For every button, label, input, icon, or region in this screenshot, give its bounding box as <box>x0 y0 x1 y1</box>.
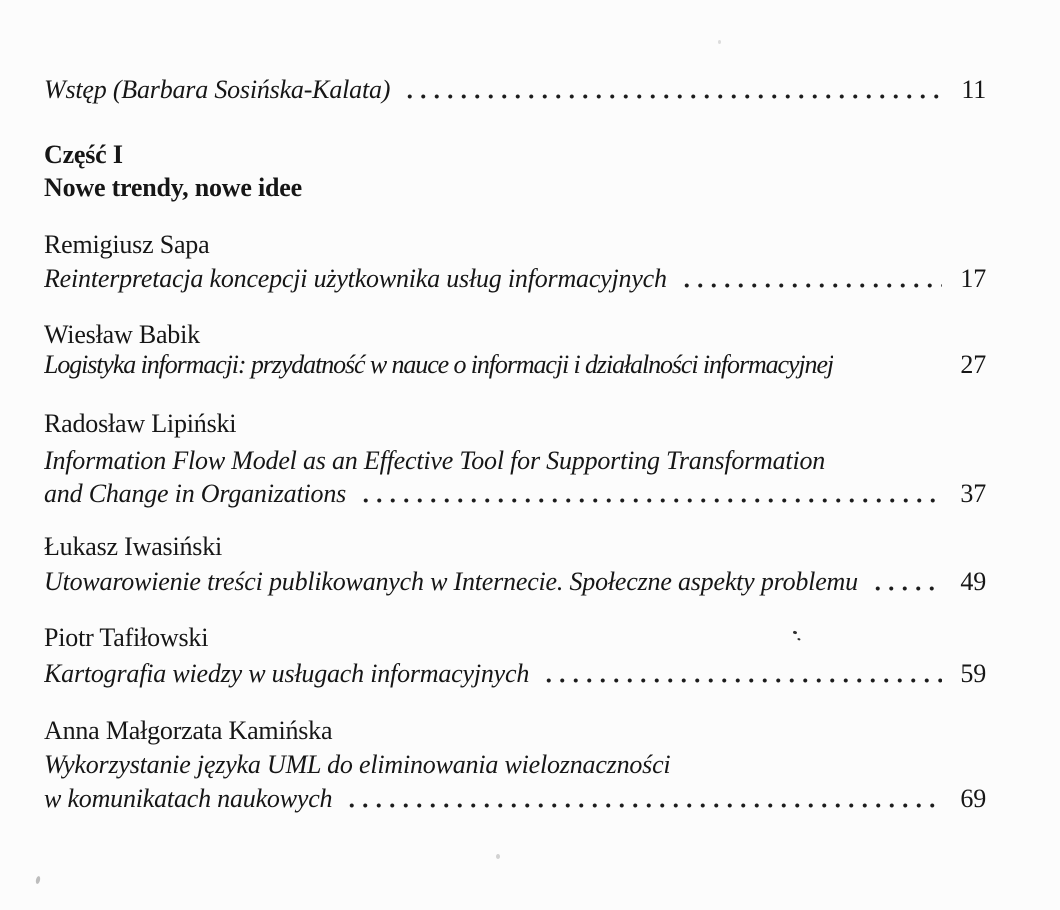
entry-title-line1: Wykorzystanie języka UML do eliminowania wieloznaczności <box>44 750 671 779</box>
entry-author: Piotr Tafiłowski <box>44 623 209 652</box>
leader-spacer <box>842 348 942 382</box>
scan-speck <box>35 876 41 885</box>
scan-speck <box>496 854 500 859</box>
entry-author: Anna Małgorzata Kamińska <box>44 716 333 745</box>
entry-title-line2: w komunikatach naukowych <box>44 784 333 813</box>
toc-entry-row <box>44 657 986 691</box>
dot-leader <box>355 477 942 511</box>
toc-entry-row <box>44 348 986 382</box>
entry-title: Logistyka informacji: przydatność w nauce o informacji i działalności informacyjnej <box>44 350 834 379</box>
toc-entry-row <box>44 782 986 816</box>
toc-entry-row <box>44 477 986 511</box>
entry-title: Reinterpretacja koncepcji użytkownika usług informacyjnych <box>44 264 667 293</box>
page-number: 49 <box>960 567 986 596</box>
entry-title: Kartografia wiedzy w usługach informacyjnych <box>44 659 530 688</box>
part-title-heading: Nowe trendy, nowe idee <box>44 173 302 202</box>
dot-leader <box>399 73 942 107</box>
entry-title-line1: Information Flow Model as an Effective Tool for Supporting Transformation <box>44 446 826 475</box>
toc-intro-row <box>44 73 986 107</box>
toc-entry-row <box>44 565 986 599</box>
dot-leader <box>676 262 942 296</box>
page-number: 17 <box>960 264 986 293</box>
page-number: 27 <box>960 350 986 379</box>
entry-author: Remigiusz Sapa <box>44 230 210 259</box>
page-number: 59 <box>960 659 986 688</box>
entry-author: Łukasz Iwasiński <box>44 532 223 561</box>
entry-author: Wiesław Babik <box>44 320 200 349</box>
entry-author: Radosław Lipiński <box>44 409 237 438</box>
entry-title-line2: and Change in Organizations <box>44 479 347 508</box>
scan-speck <box>718 40 721 44</box>
part-number-heading: Część I <box>44 140 123 169</box>
page-number: 69 <box>960 784 986 813</box>
dot-leader <box>538 657 942 691</box>
toc-entry-row <box>44 262 986 296</box>
entry-title: Utowarowienie treści publikowanych w Internecie. Społeczne aspekty problemu <box>44 567 858 596</box>
intro-title: Wstęp (Barbara Sosińska-Kalata) <box>44 75 391 104</box>
dot-leader <box>341 782 942 816</box>
dot-leader <box>867 565 942 599</box>
page-number: 11 <box>961 75 986 104</box>
page-number: 37 <box>960 479 986 508</box>
